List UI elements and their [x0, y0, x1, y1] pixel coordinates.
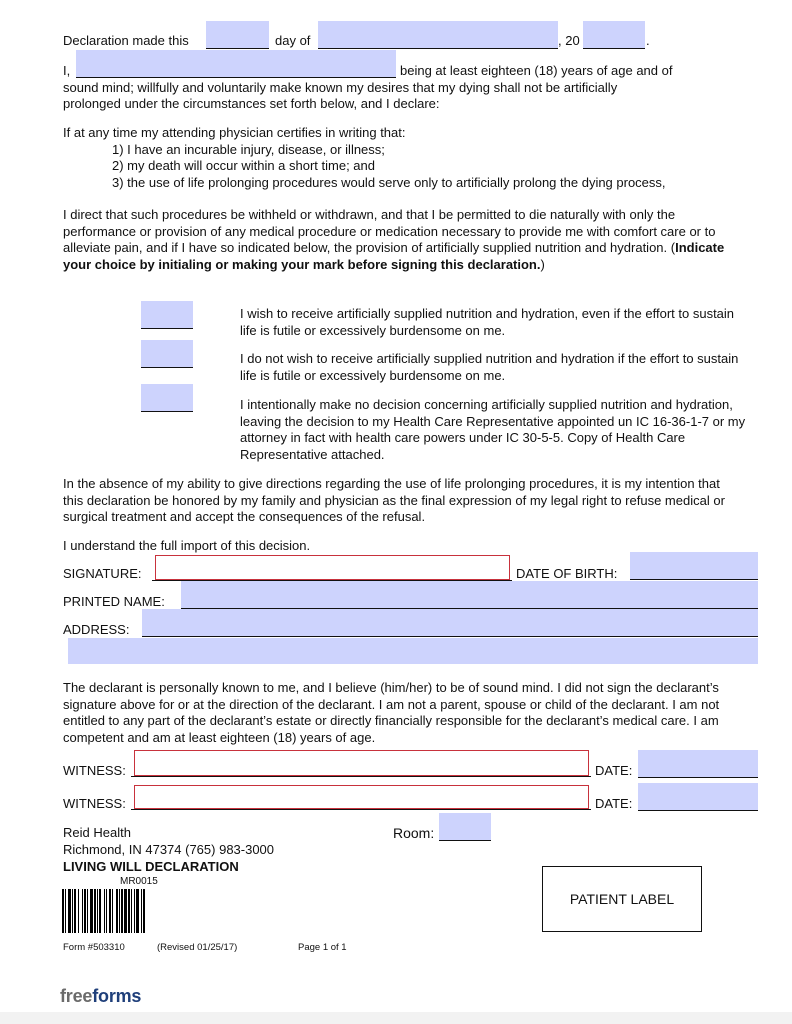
- date-of-birth-field[interactable]: [630, 552, 758, 580]
- barcode-bar: [145, 889, 146, 933]
- absence-paragraph: In the absence of my ability to give directions regarding the use of life prolonging procedures, it is my intention that this declaration be honored by my family and physician as the final expression of my legal right to refuse medical or surgical treatment and accept the consequences of the refusal.: [63, 476, 725, 524]
- condition-item: 1) I have an incurable injury, disease, or illness;: [112, 141, 385, 157]
- printed-name-label: PRINTED NAME:: [63, 594, 165, 609]
- declaration-day-field[interactable]: [206, 21, 269, 49]
- declaration-month-field[interactable]: [318, 21, 558, 49]
- header-period: .: [646, 33, 650, 48]
- revised-date: (Revised 01/25/17): [157, 942, 238, 953]
- witness-1-label: WITNESS:: [63, 763, 126, 778]
- org-name: Reid Health: [63, 825, 131, 840]
- logo-free: free: [60, 986, 93, 1006]
- form-title: LIVING WILL DECLARATION: [63, 859, 239, 874]
- printed-name-field[interactable]: [181, 581, 758, 609]
- i-prefix-label: I,: [63, 63, 71, 78]
- declarant-signature-field[interactable]: [155, 555, 510, 580]
- witness-2-signature-field[interactable]: [134, 785, 589, 809]
- address-line-1-field[interactable]: [142, 609, 758, 637]
- day-of-label: day of: [275, 33, 311, 48]
- patient-label-text: PATIENT LABEL: [569, 891, 675, 907]
- page-number: Page 1 of 1: [298, 942, 347, 953]
- witness-2-label: WITNESS:: [63, 796, 126, 811]
- direct-instruction: Indicate your choice by initialing or making your mark before signing this declaration.: [63, 240, 725, 272]
- org-address: Richmond, IN 47374 (765) 983-3000: [63, 842, 275, 857]
- initials-receive-nutrition-field[interactable]: [141, 301, 193, 329]
- address-line-2-field[interactable]: [68, 638, 758, 664]
- direct-text: I direct that such procedures be withheld or withdrawn, and that I be permitted to die naturally with only the performance or provision of any medical procedure or medication necessary to provide me with comfort care or to alleviate pain, and if I have so indicated below, the provision of artificially supplied nutrition and hydration. (: [63, 207, 716, 255]
- address-label: ADDRESS:: [63, 622, 130, 637]
- room-label: Room:: [393, 825, 435, 841]
- page-bottom-bar: [0, 1012, 792, 1024]
- understand-statement: I understand the full import of this decision.: [63, 538, 311, 553]
- choice-receive-nutrition: I wish to receive artificially supplied nutrition and hydration, even if the effort to sustain life is futile or excessively burdensome on me.: [240, 306, 735, 338]
- initials-decline-nutrition-field[interactable]: [141, 340, 193, 368]
- patient-label-box: [542, 866, 702, 932]
- signature-label: SIGNATURE:: [63, 566, 142, 581]
- choice-no-decision: I intentionally make no decision concerning artificially supplied nutrition and hydration, leaving the decision to my Health Care Representative appointed un IC 16-36-1-7 or my attorney in fact with health care powers under IC 30-5-5. Copy of Health Care Representative attached.: [240, 397, 746, 462]
- sound-mind-line: sound mind; willfully and voluntarily make known my desires that my dying shall not be artificially: [63, 79, 618, 95]
- logo-forms: forms: [92, 986, 142, 1006]
- witness-1-underline: [131, 776, 591, 777]
- witness-statement: The declarant is personally known to me, and I believe (him/her) to be of sound mind. I did not sign the declarant’s signature above for or at the direction of the declarant. I am not a parent, spouse or child of the declarant. I am not entitled to any part of the declarant’s estate or directly financially responsible for the declarant’s medical care. I am competent and am at least eighteen (18) years of age.: [63, 680, 720, 745]
- direct-paragraph: [63, 207, 733, 273]
- age-statement-tail: being at least eighteen (18) years of age and of: [400, 63, 673, 78]
- declare-line: prolonged under the circumstances set forth below, and I declare:: [63, 96, 440, 111]
- freeforms-logo: [60, 986, 141, 1007]
- witness-1-signature-field[interactable]: [134, 750, 589, 776]
- witness-2-date-field[interactable]: [638, 783, 758, 811]
- barcode-image: [62, 889, 222, 933]
- form-number: Form #503310: [63, 942, 125, 953]
- declarant-name-field[interactable]: [76, 50, 396, 78]
- form-code: MR0015: [120, 876, 158, 887]
- date-of-birth-label: DATE OF BIRTH:: [516, 566, 618, 581]
- conditions-intro: If at any time my attending physician certifies in writing that:: [63, 125, 406, 140]
- room-field[interactable]: [439, 813, 491, 841]
- declaration-made-label: Declaration made this: [63, 33, 189, 48]
- declaration-year-field[interactable]: [583, 21, 645, 49]
- initials-no-decision-field[interactable]: [141, 384, 193, 412]
- witness-2-underline: [131, 809, 591, 810]
- witness-1-date-label: DATE:: [595, 763, 633, 778]
- witness-1-date-field[interactable]: [638, 750, 758, 778]
- choice-decline-nutrition: I do not wish to receive artificially supplied nutrition and hydration if the effort to sustain life is futile or excessively burdensome on me.: [240, 351, 739, 383]
- condition-item: 3) the use of life prolonging procedures would serve only to artificially prolong the dying process,: [112, 174, 666, 190]
- condition-item: 2) my death will occur within a short time; and: [112, 158, 375, 173]
- witness-2-date-label: DATE:: [595, 796, 633, 811]
- direct-close: ): [540, 256, 545, 272]
- year-prefix-label: , 20: [558, 33, 580, 48]
